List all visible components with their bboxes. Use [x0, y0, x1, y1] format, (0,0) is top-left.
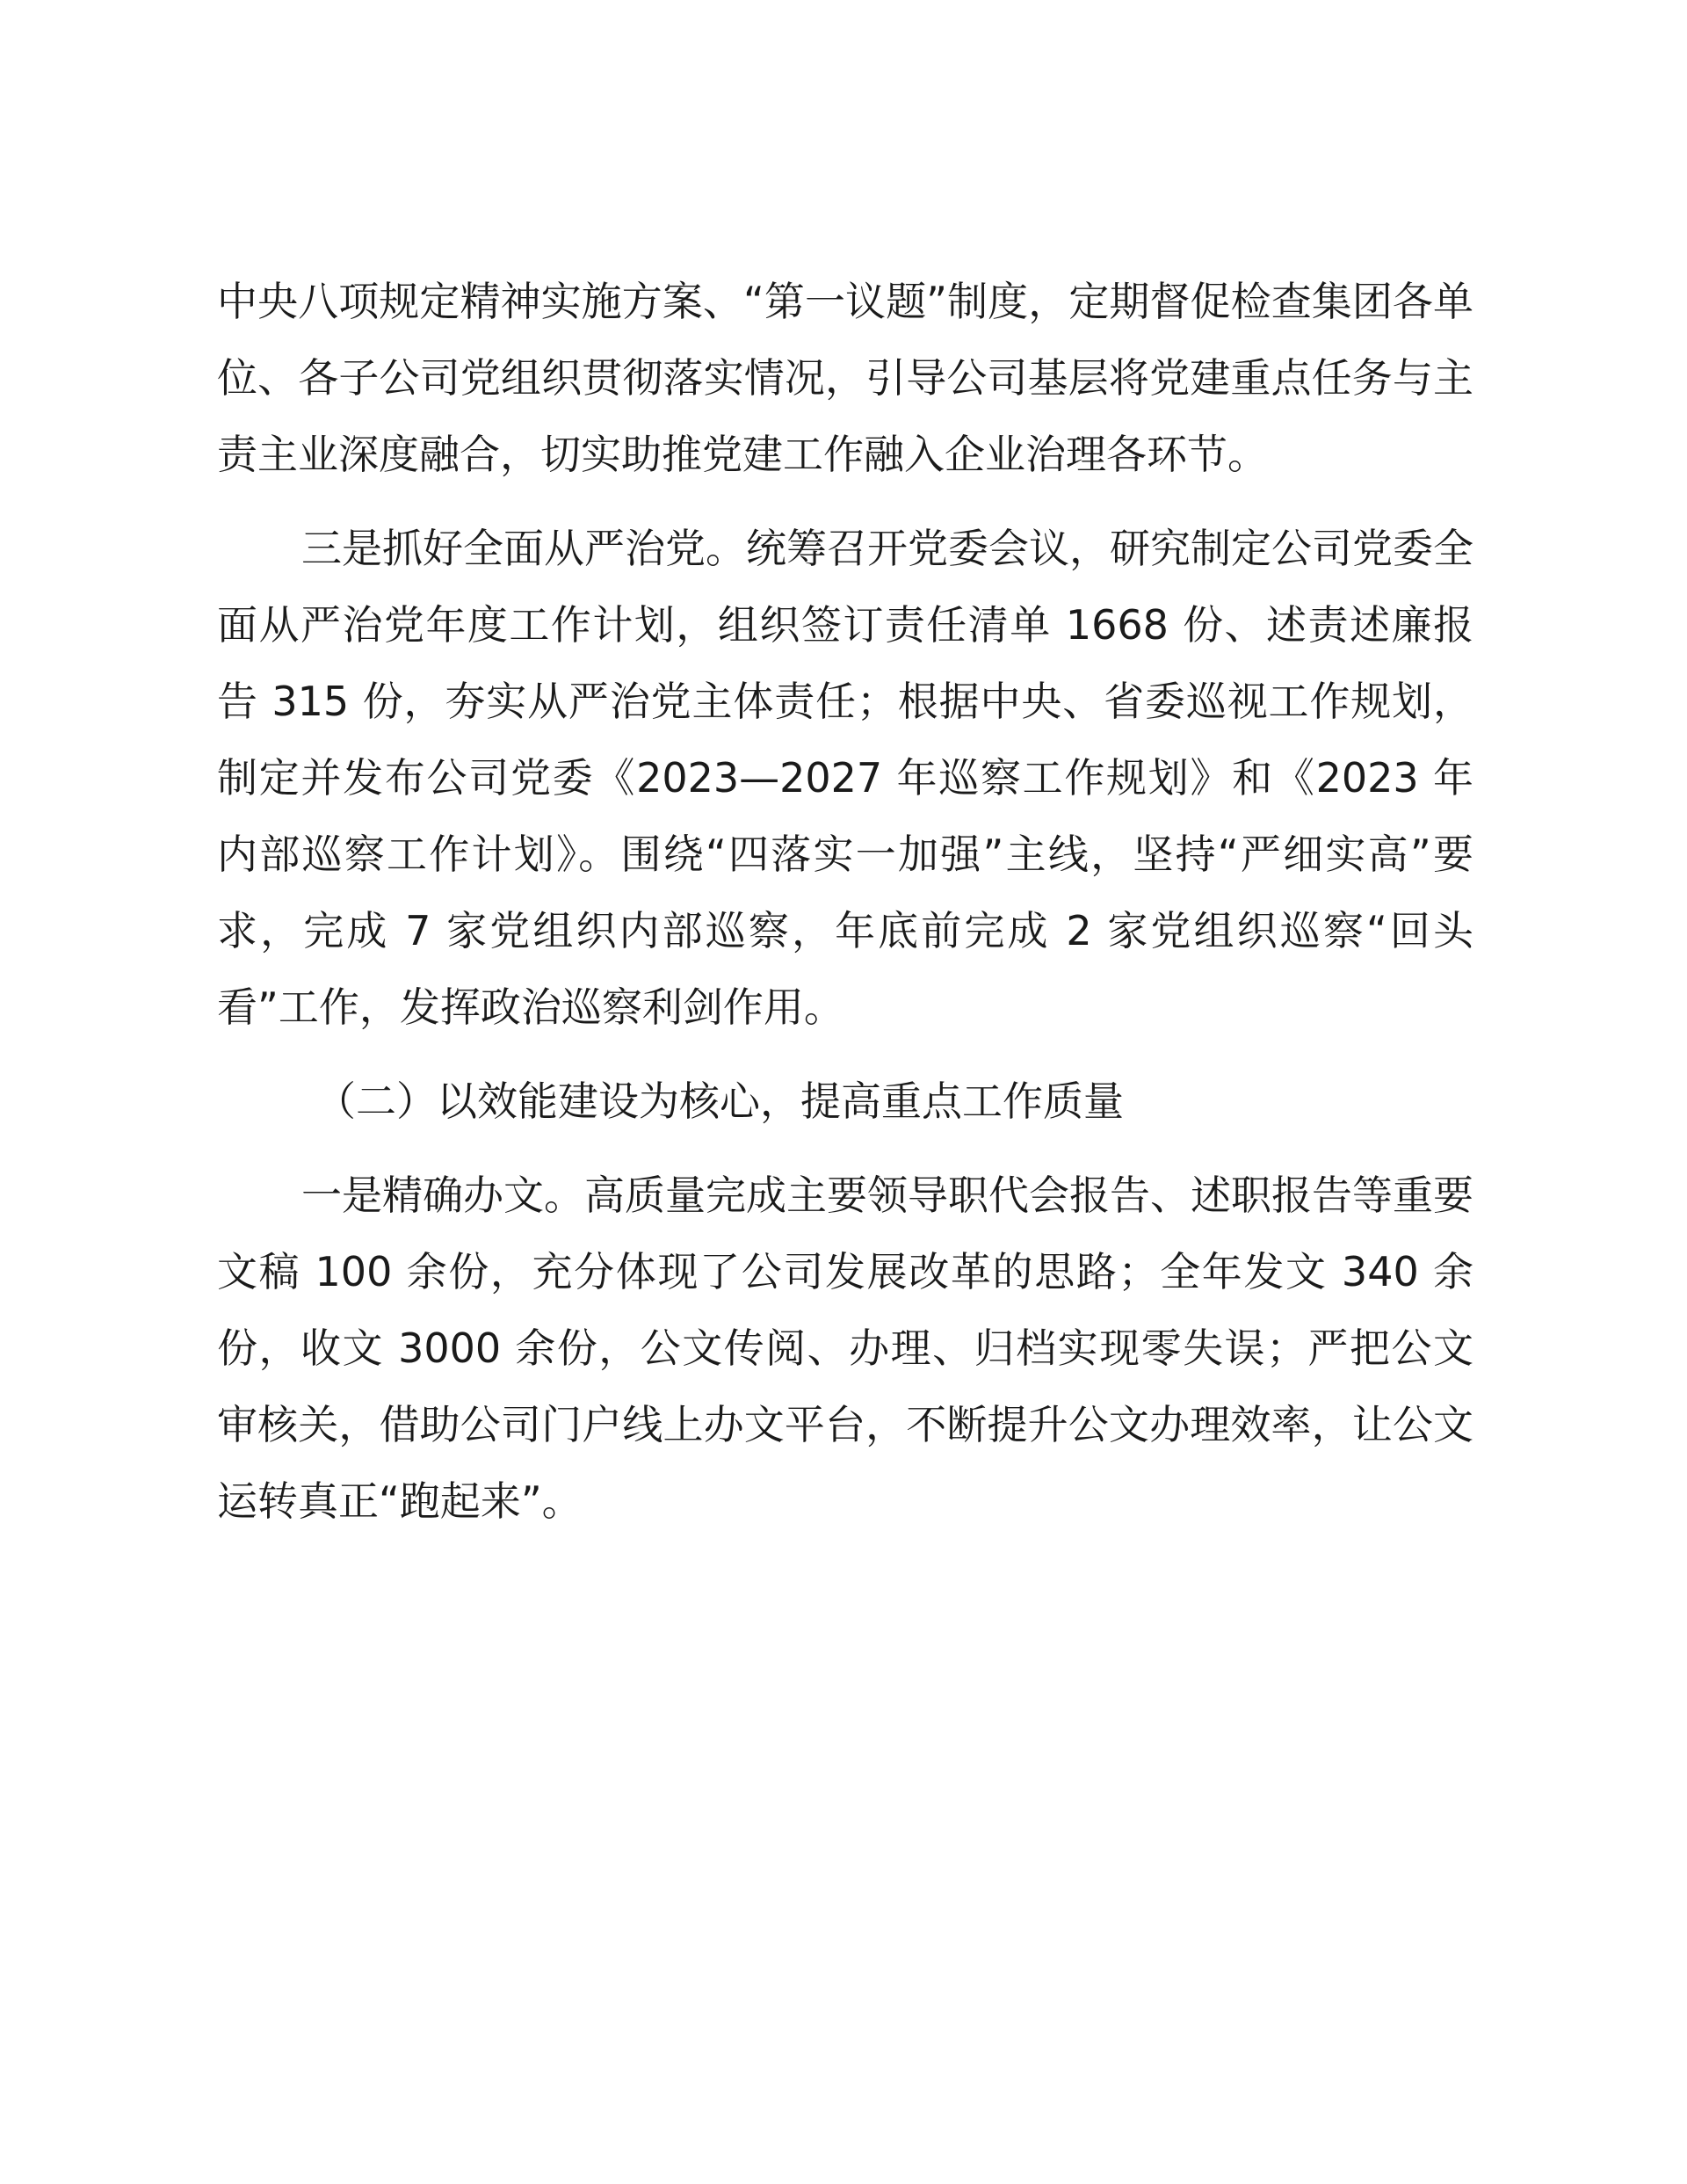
paragraph-continuation: 中央八项规定精神实施方案、“第一议题”制度，定期督促检查集团各单位、各子公司党组织贯彻落实情况，引导公司基层将党建重点任务与主责主业深度融合，切实助推党建工作融入企业治理各环节。 — [217, 278, 1473, 478]
paragraph-precise-documents: 一是精确办文。高质量完成主要领导职代会报告、述职报告等重要文稿 100 余份，充分体现了公司发展改革的思路；全年发文 340 余份，收文 3000 余份，公文传阅、办理、归档实现零失误；严把公文审核关，借助公司门户线上办文平台，不断提升公文办理效率，让公文运转真正“跑起来”。 — [217, 1172, 1473, 1525]
paragraph-strict-governance: 三是抓好全面从严治党。统筹召开党委会议，研究制定公司党委全面从严治党年度工作计划，组织签订责任清单 1668 份、述责述廉报告 315 份，夯实从严治党主体责任；根据中央、省委巡视工作规划，制定并发布公司党委《2023—2027 年巡察工作规划》和《2023 年内部巡察工作计划》。围绕“四落实一加强”主线，坚持“严细实高”要求，完成 7 家党组织内部巡察，年底前完成 2 家党组织巡察“回头看”工作，发挥政治巡察利剑作用。 — [217, 525, 1473, 1031]
document-body — [217, 264, 1473, 1557]
section-heading: （二）以效能建设为核心，提高重点工作质量 — [315, 1077, 1124, 1125]
